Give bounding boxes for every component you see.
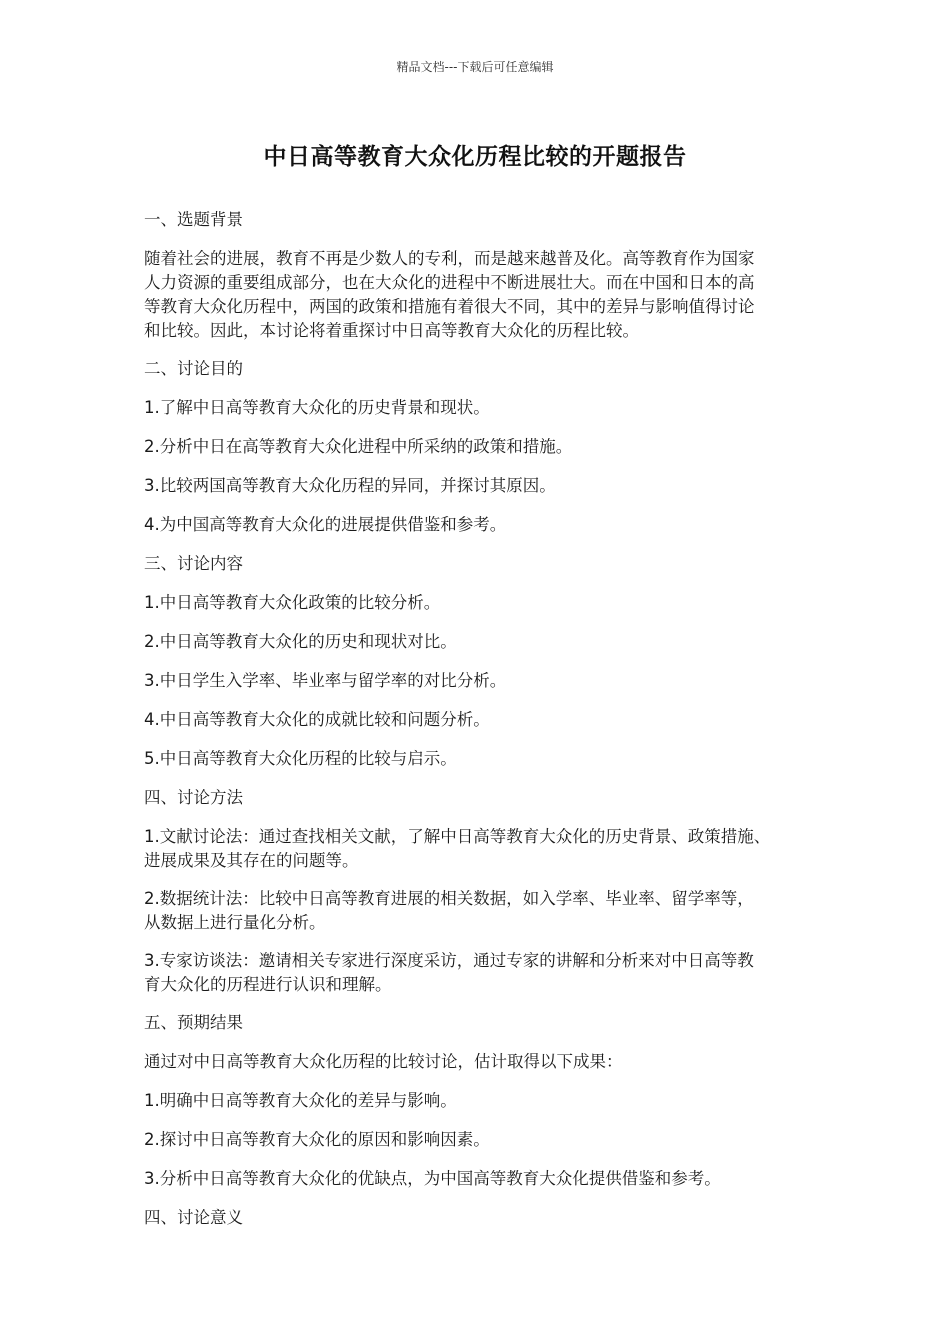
section-heading-methods: 四、讨论方法: [144, 788, 243, 807]
list-item: 1.了解中日高等教育大众化的历史背景和现状。: [144, 398, 490, 417]
list-item: 3.比较两国高等教育大众化历程的异同，并探讨其原因。: [144, 476, 556, 495]
document-title: 中日高等教育大众化历程比较的开题报告: [263, 144, 687, 170]
paragraph-line: 和比较。因此，本讨论将着重探讨中日高等教育大众化的历程比较。: [144, 321, 639, 340]
section-heading-background: 一、选题背景: [144, 210, 243, 229]
paragraph-line: 人力资源的重要组成部分，也在大众化的进程中不断进展壮大。而在中国和日本的高: [144, 273, 755, 292]
list-item: 1.明确中日高等教育大众化的差异与影响。: [144, 1091, 457, 1110]
paragraph-line: 3.专家访谈法：邀请相关专家进行深度采访，通过专家的讲解和分析来对中日高等教: [144, 951, 754, 970]
header-note: 精品文档---下载后可任意编辑: [396, 60, 554, 74]
paragraph-line: 1.文献讨论法：通过查找相关文献，了解中日高等教育大众化的历史背景、政策措施、: [144, 827, 771, 846]
section-heading-purpose: 二、讨论目的: [144, 359, 243, 378]
list-item: 4.为中国高等教育大众化的进展提供借鉴和参考。: [144, 515, 507, 534]
section-heading-content: 三、讨论内容: [144, 554, 243, 573]
list-item: 2.分析中日在高等教育大众化进程中所采纳的政策和措施。: [144, 437, 573, 456]
list-item: 2.中日高等教育大众化的历史和现状对比。: [144, 632, 457, 651]
list-item: 4.中日高等教育大众化的成就比较和问题分析。: [144, 710, 490, 729]
paragraph-line: 进展成果及其存在的问题等。: [144, 851, 359, 870]
list-item: [144, 949, 810, 997]
expected-results-intro: 通过对中日高等教育大众化历程的比较讨论，估计取得以下成果：: [144, 1052, 623, 1071]
section-heading-significance: 四、讨论意义: [144, 1208, 243, 1227]
list-item: [144, 887, 810, 935]
paragraph-line: 随着社会的进展，教育不再是少数人的专利，而是越来越普及化。高等教育作为国家: [144, 249, 755, 268]
section-heading-expected-results: 五、预期结果: [144, 1013, 243, 1032]
list-item: 3.分析中日高等教育大众化的优缺点，为中国高等教育大众化提供借鉴和参考。: [144, 1169, 721, 1188]
list-item: 3.中日学生入学率、毕业率与留学率的对比分析。: [144, 671, 507, 690]
document-body: [144, 208, 810, 1245]
paragraph-line: 2.数据统计法：比较中日高等教育进展的相关数据，如入学率、毕业率、留学率等，: [144, 889, 754, 908]
list-item: 2.探讨中日高等教育大众化的原因和影响因素。: [144, 1130, 490, 1149]
paragraph-line: 育大众化的历程进行认识和理解。: [144, 975, 392, 994]
paragraph-line: 从数据上进行量化分析。: [144, 913, 326, 932]
background-paragraph: [144, 247, 810, 343]
paragraph-line: 等教育大众化历程中，两国的政策和措施有着很大不同，其中的差异与影响值得讨论: [144, 297, 755, 316]
list-item: [144, 825, 810, 873]
list-item: 1.中日高等教育大众化政策的比较分析。: [144, 593, 441, 612]
list-item: 5.中日高等教育大众化历程的比较与启示。: [144, 749, 457, 768]
